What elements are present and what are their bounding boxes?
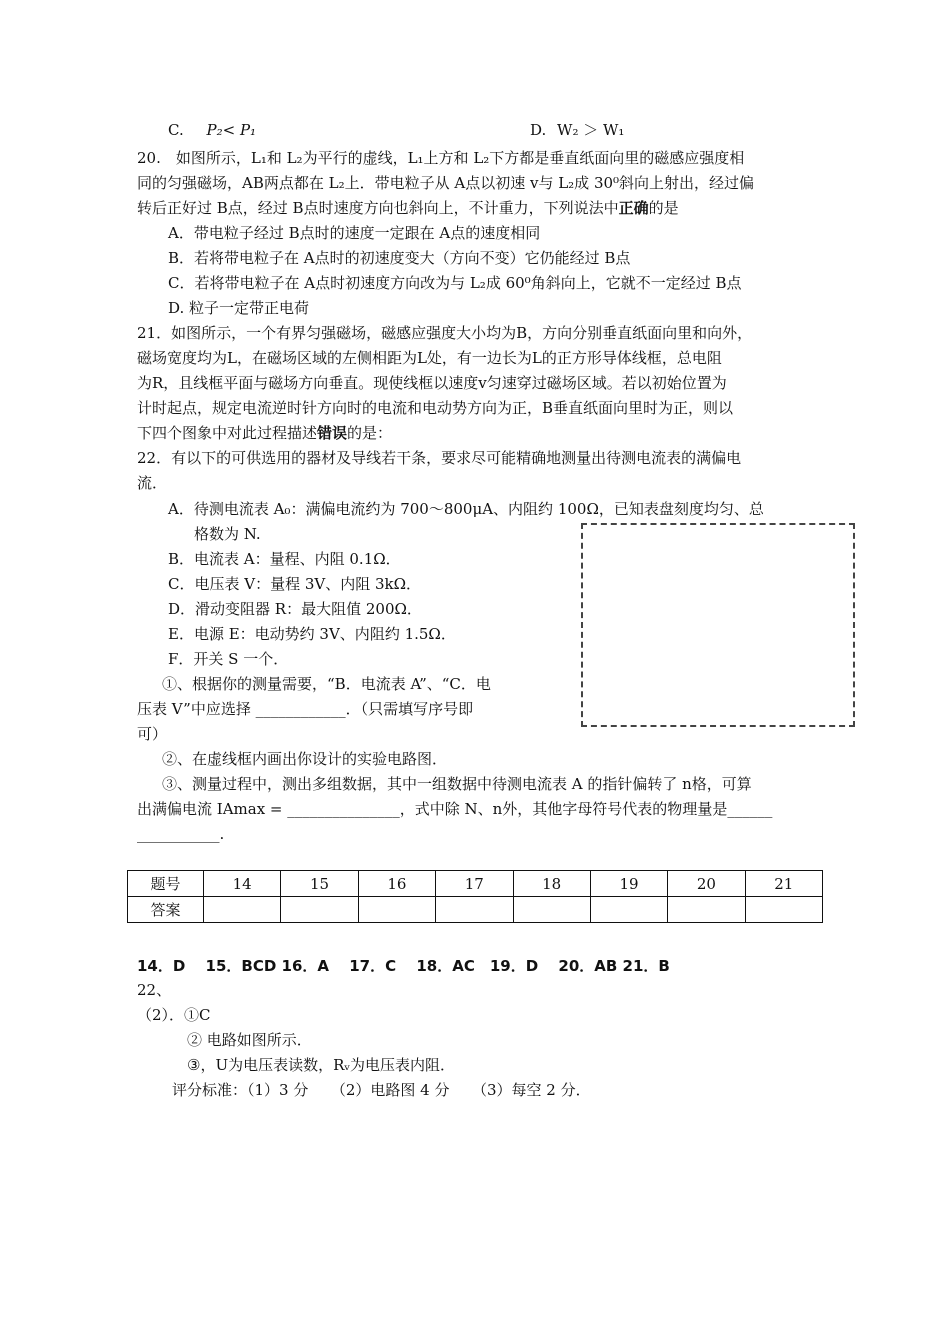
q22-line-2: 流． bbox=[137, 474, 168, 492]
q21-line-5-post: 的是： bbox=[347, 424, 393, 442]
q19-d-label: D. bbox=[530, 121, 547, 139]
scoring-criteria: 评分标准：（1）3 分 （2）电路图 4 分 （3）每空 2 分． bbox=[172, 1081, 591, 1099]
answer-cell[interactable] bbox=[590, 897, 667, 923]
q22-sub1-line-1: ①、根据你的测量需要，“B．电流表 A”、“C．电 bbox=[162, 675, 491, 693]
q22-answer-part2: （2）．①C bbox=[137, 1006, 211, 1024]
answer-cell[interactable] bbox=[513, 897, 590, 923]
q22-item-a-cont: 格数为 N. bbox=[194, 525, 261, 543]
q22-item-b: B．电流表 A：量程、内阻 0.1Ω． bbox=[168, 550, 401, 568]
q21-line-2: 磁场宽度均为L，在磁场区域的左侧相距为L处，有一边长为L的正方形导体线框，总电阻 bbox=[137, 349, 722, 367]
table-row bbox=[128, 897, 823, 923]
q21-line-1: 21．如图所示，一个有界匀强磁场，磁感应强度大小均为B，方向分别垂直纸面向里和向外， bbox=[137, 324, 753, 342]
answer-cell[interactable] bbox=[281, 897, 358, 923]
q20-line-3-post: 的是 bbox=[648, 199, 679, 217]
q22-sub1-line-2: 压表 V”中应选择 ____________．（只需填写序号即 bbox=[137, 700, 474, 718]
q20-keyword-correct: 正确 bbox=[618, 199, 649, 217]
q20-line-3-pre: 转后正好过 B点，经过 B点时速度方向也斜向上，不计重力，下列说法中 bbox=[137, 199, 619, 217]
q20-option-a: A．带电粒子经过 B点时的速度一定跟在 A点的速度相同 bbox=[168, 224, 541, 242]
q21-line-4: 计时起点，规定电流逆时针方向时的电流和电动势方向为正，B垂直纸面向里时为正，则以 bbox=[137, 399, 734, 417]
q19-c-label: C. bbox=[168, 121, 184, 139]
table-number-cell: 17 bbox=[436, 871, 513, 897]
q22-item-a: A．待测电流表 A₀：满偏电流约为 700～800μA、内阻约 100Ω，已知表盘刻度均匀、总 bbox=[168, 500, 764, 518]
table-number-cell: 15 bbox=[281, 871, 358, 897]
q22-item-f: F．开关 S 一个． bbox=[168, 650, 289, 668]
q22-sub3-line-3: ___________. bbox=[137, 825, 225, 843]
q22-item-e: E．电源 E：电动势约 3V、内阻约 1.5Ω． bbox=[168, 625, 456, 643]
table-number-cell: 18 bbox=[513, 871, 590, 897]
q19-c-expr: P₂< P₁ bbox=[206, 121, 257, 139]
q19-option-c bbox=[168, 120, 256, 140]
q19-d-expr: W₂ ＞ W₁ bbox=[557, 121, 625, 139]
q21-line-3: 为R，且线框平面与磁场方向垂直。现使线框以速度v匀速穿过磁场区域。若以初始位置为 bbox=[137, 374, 727, 392]
q20-option-d: D. 粒子一定带正电荷 bbox=[168, 299, 310, 317]
table-number-cell: 16 bbox=[358, 871, 435, 897]
q20-line-2: 同的匀强磁场，AB两点都在 L₂上．带电粒子从 A点以初速 v与 L₂成 30⁰斜向上射出，经过偏 bbox=[137, 174, 755, 192]
q22-line-1: 22．有以下的可供选用的器材及导线若干条，要求尽可能精确地测量出待测电流表的满偏电 bbox=[137, 449, 742, 467]
q22-answer-label: 22、 bbox=[137, 981, 172, 999]
answer-cell[interactable] bbox=[204, 897, 281, 923]
table-number-cell: 14 bbox=[204, 871, 281, 897]
table-number-cell: 19 bbox=[590, 871, 667, 897]
table-row bbox=[128, 871, 823, 897]
q22-sub3-line-2: 出满偏电流 IAmax = _______________，式中除 N、n外，其他字母符号代表的物理量是______ bbox=[137, 800, 773, 818]
table-header-label: 题号 bbox=[128, 871, 204, 897]
q21-line-5 bbox=[137, 423, 392, 443]
answer-keys: 14．D 15．BCD 16．A 17．C 18．AC 19．D 20．AB 21．B bbox=[137, 957, 670, 975]
q21-line-5-pre: 下四个图象中对此过程描述 bbox=[137, 424, 318, 442]
q20-option-c: C．若将带电粒子在 A点时初速度方向改为与 L₂成 60⁰角斜向上，它就不一定经过 B点 bbox=[168, 274, 742, 292]
answer-table bbox=[127, 870, 823, 923]
q22-answer-circuit: ② 电路如图所示． bbox=[187, 1031, 312, 1049]
table-answer-label: 答案 bbox=[128, 897, 204, 923]
answer-cell[interactable] bbox=[668, 897, 745, 923]
table-number-cell: 21 bbox=[745, 871, 822, 897]
q19-option-d bbox=[530, 120, 624, 140]
q22-sub3-line-1: ③、测量过程中，测出多组数据，其中一组数据中待测电流表 A 的指针偏转了 n格，可算 bbox=[162, 775, 752, 793]
answer-cell[interactable] bbox=[358, 897, 435, 923]
q22-sub2: ②、在虚线框内画出你设计的实验电路图． bbox=[162, 750, 448, 768]
answer-cell[interactable] bbox=[745, 897, 822, 923]
q21-keyword-wrong: 错误 bbox=[317, 424, 348, 442]
circuit-drawing-box[interactable] bbox=[581, 523, 855, 727]
q22-sub1-line-3: 可） bbox=[137, 725, 168, 743]
table-number-cell: 20 bbox=[668, 871, 745, 897]
answer-cell[interactable] bbox=[436, 897, 513, 923]
q20-line-1: 20. 如图所示，L₁和 L₂为平行的虚线，L₁上方和 L₂下方都是垂直纸面向里的磁感应强度相 bbox=[137, 149, 745, 167]
q20-option-b: B．若将带电粒子在 A点时的初速度变大（方向不变）它仍能经过 B点 bbox=[168, 249, 631, 267]
q22-answer-explain: ③，U为电压表读数，Rᵥ为电压表内阻． bbox=[187, 1056, 455, 1074]
q22-item-c: C．电压表 V：量程 3V、内阻 3kΩ． bbox=[168, 575, 422, 593]
q22-item-d: D．滑动变阻器 R：最大阻值 200Ω． bbox=[168, 600, 422, 618]
q20-line-3 bbox=[137, 198, 679, 218]
